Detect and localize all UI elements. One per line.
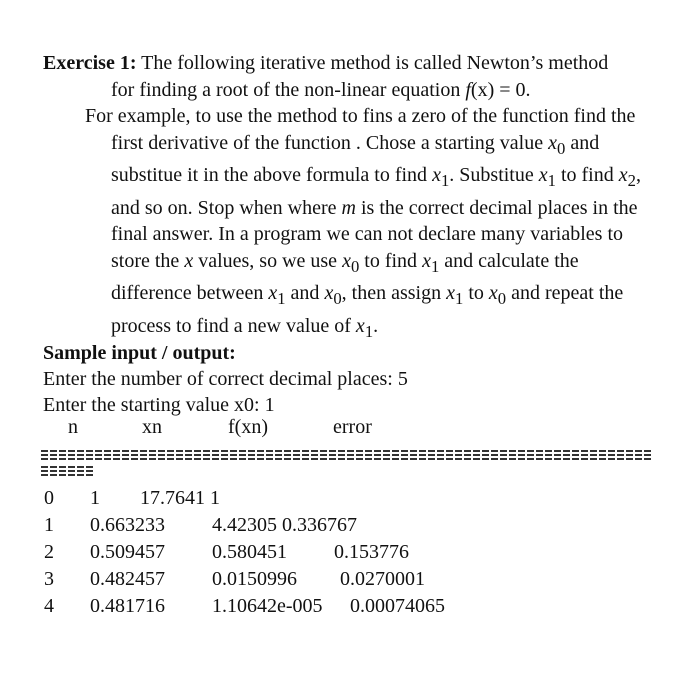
- math-subscript: 1: [547, 171, 556, 190]
- paragraph-text: difference between: [111, 282, 264, 304]
- paragraph-text: process to find a new value of: [111, 314, 351, 337]
- math-var: x: [422, 249, 431, 272]
- paragraph2-line-5: [43, 221, 673, 248]
- math-var: x: [538, 164, 548, 186]
- paragraph-text: and repeat the: [511, 282, 624, 304]
- separator-line-short: [41, 466, 93, 476]
- cell-n: 0: [44, 487, 54, 509]
- math-subscript: 1: [454, 289, 464, 308]
- paragraph-text: is the correct decimal places in the: [360, 196, 638, 219]
- function-symbol: f: [465, 78, 471, 101]
- paragraph2-line-1: [43, 103, 673, 130]
- cell-fxn: 1.10642e-005: [212, 595, 323, 617]
- cell-error: 0.0270001: [340, 568, 425, 590]
- math-var: x: [342, 249, 351, 272]
- cell-xn: 0.482457: [90, 568, 165, 590]
- paragraph-text: For example, to use the method to fins a zero of the function find the: [85, 105, 636, 127]
- math-var: x: [488, 282, 498, 304]
- paragraph-text: and calculate the: [444, 249, 579, 272]
- paragraph-text: to find: [364, 249, 418, 272]
- paragraph-text: and: [570, 131, 600, 154]
- separator-line: [41, 450, 653, 460]
- sample-section: [43, 340, 408, 418]
- paragraph-text: and: [290, 282, 320, 304]
- math-var: m: [341, 196, 356, 219]
- header-n: n: [68, 416, 78, 438]
- paragraph-text: final answer. In a program we can not declare many variables to: [111, 223, 624, 245]
- paragraph2-line-2: [43, 130, 673, 163]
- cell-fxn: 0.0150996: [212, 568, 297, 590]
- math-subscript: 0: [350, 256, 360, 276]
- paragraph-text: and so on. Stop when where: [111, 196, 337, 219]
- math-var: x: [355, 314, 365, 337]
- math-var: x: [324, 282, 334, 304]
- prompt-decimal-places: Enter the number of correct decimal places: 5: [43, 368, 408, 390]
- paragraph2-line-7: [43, 280, 673, 313]
- cell-xn: 0.481716: [90, 595, 165, 617]
- paragraph2-line-3: [43, 162, 673, 195]
- math-var: x: [446, 282, 455, 304]
- prompt-starting-value: Enter the starting value x0: 1: [43, 394, 275, 416]
- cell-error: 0.00074065: [350, 595, 445, 617]
- exercise-line-1: [43, 50, 673, 77]
- punctuation: ,: [635, 164, 641, 186]
- cell-fxn: 4.42305 0.336767: [212, 514, 357, 536]
- cell-n: 3: [44, 568, 54, 590]
- header-fxn: f(xn): [228, 416, 268, 438]
- cell-fxn: 17.7641 1: [140, 487, 220, 509]
- header-xn: xn: [142, 416, 162, 438]
- cell-fxn: 0.580451: [212, 541, 287, 563]
- math-var: x: [432, 164, 441, 186]
- paragraph2-line-6: [43, 248, 673, 281]
- exercise-intro: The following iterative method is called Newton’s method: [136, 52, 609, 74]
- paragraph-text: to: [468, 282, 484, 304]
- paragraph-text: , then assign: [341, 282, 442, 304]
- exercise-line-2: [43, 77, 673, 104]
- cell-n: 2: [44, 541, 54, 563]
- cell-error: 0.153776: [334, 541, 409, 563]
- math-subscript: 1: [430, 256, 440, 276]
- exercise-label: Exercise 1:: [43, 52, 137, 74]
- cell-xn: 0.509457: [90, 541, 165, 563]
- header-error: error: [333, 416, 372, 438]
- cell-n: 4: [44, 595, 54, 617]
- sample-title: Sample input / output:: [43, 342, 236, 364]
- paragraph2-line-4: [43, 195, 673, 222]
- exercise-description: [43, 50, 673, 345]
- math-subscript: 0: [557, 138, 566, 158]
- math-var: x: [548, 131, 557, 154]
- math-var: x: [268, 282, 278, 304]
- math-subscript: 1: [277, 289, 286, 308]
- paragraph-text: store the: [111, 249, 180, 272]
- paragraph-text: to find: [560, 164, 614, 186]
- math-subscript: 2: [627, 171, 636, 190]
- math-subscript: 0: [497, 289, 507, 308]
- punctuation: .: [373, 314, 379, 337]
- paragraph-text: substitue it in the above formula to find: [111, 164, 428, 186]
- cell-xn: 0.663233: [90, 514, 165, 536]
- math-subscript: 0: [333, 289, 342, 308]
- paragraph-text: . Substitue: [449, 164, 534, 186]
- math-subscript: 1: [364, 321, 374, 341]
- exercise-text: for finding a root of the non-linear equation: [111, 78, 466, 101]
- math-subscript: 1: [440, 171, 450, 190]
- math-var: x: [184, 249, 194, 272]
- paragraph-text: first derivative of the function . Chose a starting value: [111, 131, 544, 154]
- equation-rest: (x) = 0.: [470, 78, 531, 101]
- cell-xn: 1: [90, 487, 100, 509]
- cell-n: 1: [44, 514, 54, 536]
- paragraph-text: values, so we use: [198, 249, 338, 272]
- math-var: x: [618, 164, 628, 186]
